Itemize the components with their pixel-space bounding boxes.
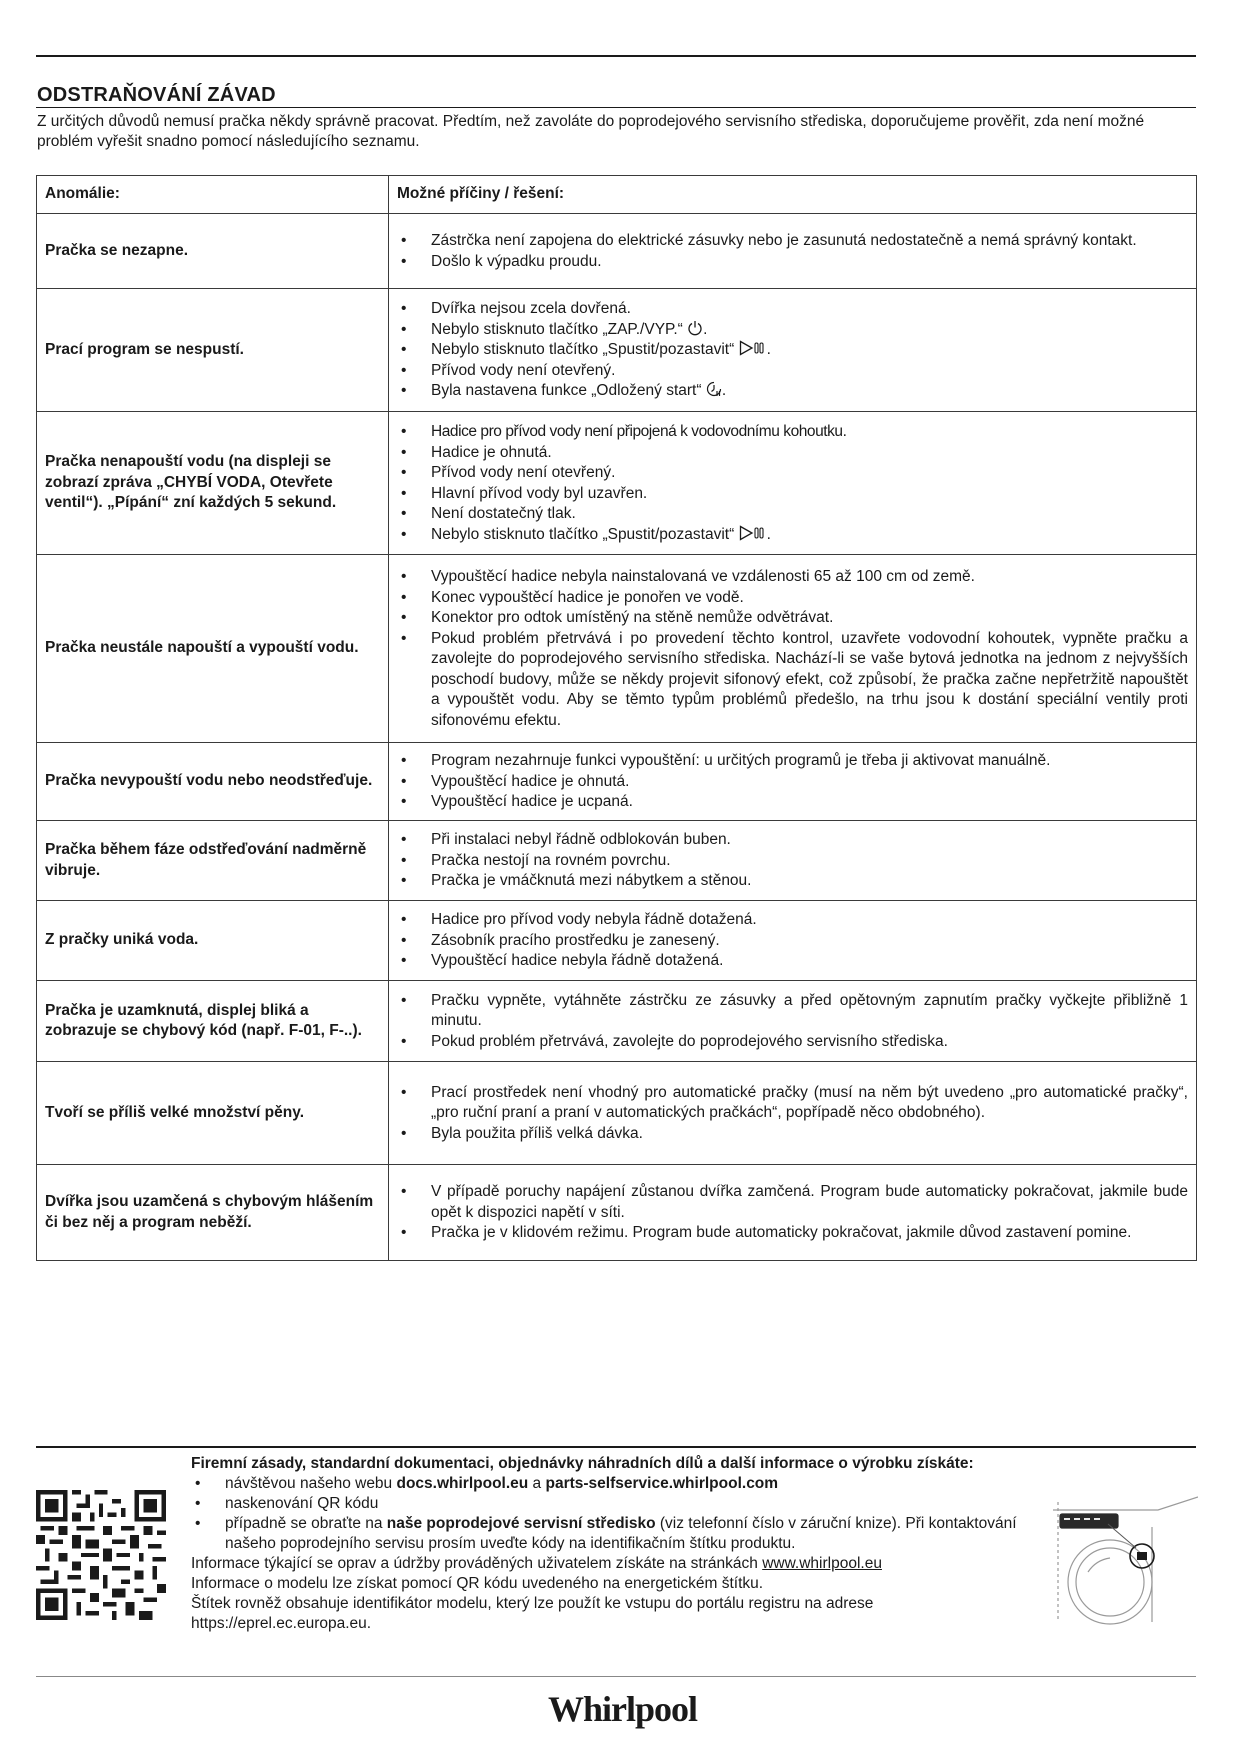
cause-item: • Pračka je v klidovém režimu. Program bude automaticky pokračovat, jakmile důvod zastavení pomine. <box>397 1223 1188 1244</box>
solutions-cell <box>389 214 1197 289</box>
bottom-rule <box>36 1676 1196 1677</box>
parts-link[interactable]: parts-selfservice.whirlpool.com <box>545 1475 779 1492</box>
solutions-cell <box>389 1165 1197 1261</box>
troubleshooting-table <box>36 175 1197 1261</box>
table-header-row <box>37 176 1197 214</box>
cause-item: • Nebylo stisknuto tlačítko „Spustit/pozastavit“ . <box>397 340 1188 361</box>
anomaly-cell: Pračka neustále napouští a vypouští vodu. <box>37 555 389 743</box>
footer-text: návštěvou našeho webu <box>225 1475 397 1492</box>
solutions-cell <box>389 289 1197 412</box>
cause-item: • Dvířka nejsou zcela dovřená. <box>397 299 1188 320</box>
footer-line: Informace o modelu lze získat pomocí QR kódu uvedeného na energetickém štítku. <box>191 1575 764 1592</box>
whirlpool-logo: Whirlpool <box>548 1689 698 1729</box>
cause-text: Nebylo stisknuto tlačítko „ZAP./VYP.“ <box>431 320 683 338</box>
footer-heading: Firemní zásady, standardní dokumentaci, objednávky náhradních dílů a další informace o výrobku získáte: <box>191 1455 974 1472</box>
anomaly-cell: Dvířka jsou uzamčená s chybovým hlášením či bez něj a program neběží. <box>37 1165 389 1261</box>
footer-info <box>191 1454 1041 1634</box>
cause-item: • Zásobník pracího prostředku je zanesený. <box>397 931 1188 952</box>
table-row <box>37 981 1197 1062</box>
cause-item: • Hadice pro přívod vody není připojená k vodovodnímu kohoutku. <box>397 422 1188 443</box>
start-pause-icon <box>739 525 767 541</box>
cause-item: • Došlo k výpadku proudu. <box>397 252 1188 273</box>
table-row <box>37 555 1197 743</box>
cause-text: Nebylo stisknuto tlačítko „Spustit/pozastavit“ <box>431 341 735 359</box>
cause-item: • Vypouštěcí hadice nebyla nainstalovaná ve vzdálenosti 65 až 100 cm od země. <box>397 567 1188 588</box>
solutions-cell <box>389 412 1197 555</box>
top-rule <box>36 55 1196 57</box>
anomaly-cell: Pračka během fáze odstřeďování nadměrně vibruje. <box>37 821 389 901</box>
cause-item: • Zástrčka není zapojena do elektrické zásuvky nebo je zasunutá nedostatečně a nemá správný kontakt. <box>397 231 1188 252</box>
table-row <box>37 289 1197 412</box>
cause-item: • Konec vypouštěcí hadice je ponořen ve vodě. <box>397 588 1188 609</box>
cause-item: • Přívod vody není otevřený. <box>397 463 1188 484</box>
anomaly-cell: Pračka nenapouští vodu (na displeji se zobrazí zpráva „CHYBÍ VODA, Otevřete ventil“). „Pípání“ zní každých 5 sekund. <box>37 412 389 555</box>
cause-item: • Hadice je ohnutá. <box>397 443 1188 464</box>
anomaly-cell: Tvoří se příliš velké množství pěny. <box>37 1062 389 1165</box>
delayed-start-icon <box>706 381 722 397</box>
footer-rule <box>36 1446 1196 1448</box>
footer-bullet: • naskenování QR kódu <box>191 1494 1041 1514</box>
footer-text: případně se obraťte na <box>225 1515 387 1532</box>
cause-item: • Vypouštěcí hadice je ohnutá. <box>397 772 1188 793</box>
footer-bullet <box>191 1474 1041 1494</box>
solutions-cell <box>389 1062 1197 1165</box>
header-solutions: Možné příčiny / řešení: <box>389 176 1197 214</box>
cause-item: • Byla nastavena funkce „Odložený start“ . <box>397 381 1188 402</box>
whirlpool-link[interactable]: www.whirlpool.eu <box>762 1555 882 1572</box>
cause-item: • Pokud problém přetrvává i po provedení těchto kontrol, uzavřete vodovodní kohoutek, vypněte pračku a zavolejte do poprodejového servisního střediska. Nachází-li se vaše bytová jednotka na jednom z nejvyšších poschodí budovy, může se někdy projevit sifonový efekt, což způsobí, že pračka začne nepřetržitě napouštět a vypouštět vodu. Aby se těmto typům problémů předešlo, na trhu jsou k dostání speciální ventily proti sifonovému efektu. <box>397 629 1188 732</box>
start-pause-icon <box>739 340 767 356</box>
header-anomaly: Anomálie: <box>37 176 389 214</box>
anomaly-cell: Pračka je uzamknutá, displej bliká a zobrazuje se chybový kód (např. F-01, F-..). <box>37 981 389 1062</box>
footer-text: a <box>528 1475 546 1492</box>
cause-item: • Není dostatečný tlak. <box>397 504 1188 525</box>
table-row <box>37 821 1197 901</box>
service-center-text: naše poprodejové servisní středisko <box>386 1515 656 1532</box>
solutions-cell <box>389 901 1197 981</box>
cause-text: Byla nastavena funkce „Odložený start“ <box>431 382 702 400</box>
table-row <box>37 743 1197 821</box>
anomaly-cell: Pračka nevypouští vodu nebo neodstřeďuje. <box>37 743 389 821</box>
cause-item: • Hadice pro přívod vody nebyla řádně dotažená. <box>397 910 1188 931</box>
title-underline <box>36 107 1196 108</box>
footer-bullet <box>191 1514 1041 1554</box>
solutions-cell <box>389 981 1197 1062</box>
cause-item: • Pračka nestojí na rovném povrchu. <box>397 851 1188 872</box>
table-row <box>37 901 1197 981</box>
qr-code[interactable] <box>36 1490 166 1620</box>
cause-item: • Prací prostředek není vhodný pro automatické pračky (musí na něm být uvedeno „pro automatické pračky“, „pro ruční praní a praní v automatických pračkách“, popřípadě něco obdobného). <box>397 1083 1188 1124</box>
footer-text: (viz telefonní číslo v záruční knize). Při kontaktování našeho poprodejního servisu prosím uveďte kódy na identifikačním štítku produktu. <box>225 1515 1017 1552</box>
table-row <box>37 412 1197 555</box>
cause-item: • Pračka je vmáčknutá mezi nábytkem a stěnou. <box>397 871 1188 892</box>
docs-link[interactable]: docs.whirlpool.eu <box>396 1475 529 1492</box>
table-row <box>37 214 1197 289</box>
anomaly-cell: Z pračky uniká voda. <box>37 901 389 981</box>
footer-line: Štítek rovněž obsahuje identifikátor modelu, který lze použít ke vstupu do portálu registru na adrese https://eprel.ec.europa.eu. <box>191 1595 874 1632</box>
table-row <box>37 1062 1197 1165</box>
cause-item: • Nebylo stisknuto tlačítko „ZAP./VYP.“ . <box>397 320 1188 341</box>
cause-item: • Pokud problém přetrvává, zavolejte do poprodejového servisního střediska. <box>397 1032 1188 1053</box>
cause-item: • Pračku vypněte, vytáhněte zástrčku ze zásuvky a před opětovným zapnutím pračky vyčkejte přibližně 1 minutu. <box>397 991 1188 1032</box>
intro-paragraph: Z určitých důvodů nemusí pračka někdy správně pracovat. Předtím, než zavoláte do poprodejového servisního střediska, doporučujeme prověřit, zda není možné problém vyřešit snadno pomocí následujícího seznamu. <box>37 113 1145 150</box>
anomaly-cell: Pračka se nezapne. <box>37 214 389 289</box>
cause-item: • Program nezahrnuje funkci vypouštění: u určitých programů je třeba ji aktivovat manuálně. <box>397 751 1188 772</box>
cause-item: • Hlavní přívod vody byl uzavřen. <box>397 484 1188 505</box>
cause-item: • Konektor pro odtok umístěný na stěně nemůže odvětrávat. <box>397 608 1188 629</box>
cause-item: • Vypouštěcí hadice je ucpaná. <box>397 792 1188 813</box>
cause-item: • Při instalaci nebyl řádně odblokován buben. <box>397 830 1188 851</box>
cause-item: • Přívod vody není otevřený. <box>397 361 1188 382</box>
washing-machine-label-illustration <box>1048 1482 1198 1627</box>
cause-item: • Byla použita příliš velká dávka. <box>397 1124 1188 1145</box>
anomaly-cell: Prací program se nespustí. <box>37 289 389 412</box>
cause-item: • Nebylo stisknuto tlačítko „Spustit/pozastavit“ . <box>397 525 1188 546</box>
page-title: ODSTRAŇOVÁNÍ ZÁVAD <box>37 84 276 106</box>
footer-line <box>191 1554 1041 1574</box>
solutions-cell <box>389 821 1197 901</box>
footer-text: Informace týkající se oprav a údržby prováděných uživatelem získáte na stránkách <box>191 1555 763 1572</box>
solutions-cell <box>389 555 1197 743</box>
cause-item: • Vypouštěcí hadice nebyla řádně dotažená. <box>397 951 1188 972</box>
power-icon <box>687 320 703 336</box>
cause-item: • V případě poruchy napájení zůstanou dvířka zamčená. Program bude automaticky pokračovat, jakmile bude opět k dispozici napětí v síti. <box>397 1182 1188 1223</box>
cause-text: Nebylo stisknuto tlačítko „Spustit/pozastavit“ <box>431 525 735 543</box>
solutions-cell <box>389 743 1197 821</box>
table-row <box>37 1165 1197 1261</box>
